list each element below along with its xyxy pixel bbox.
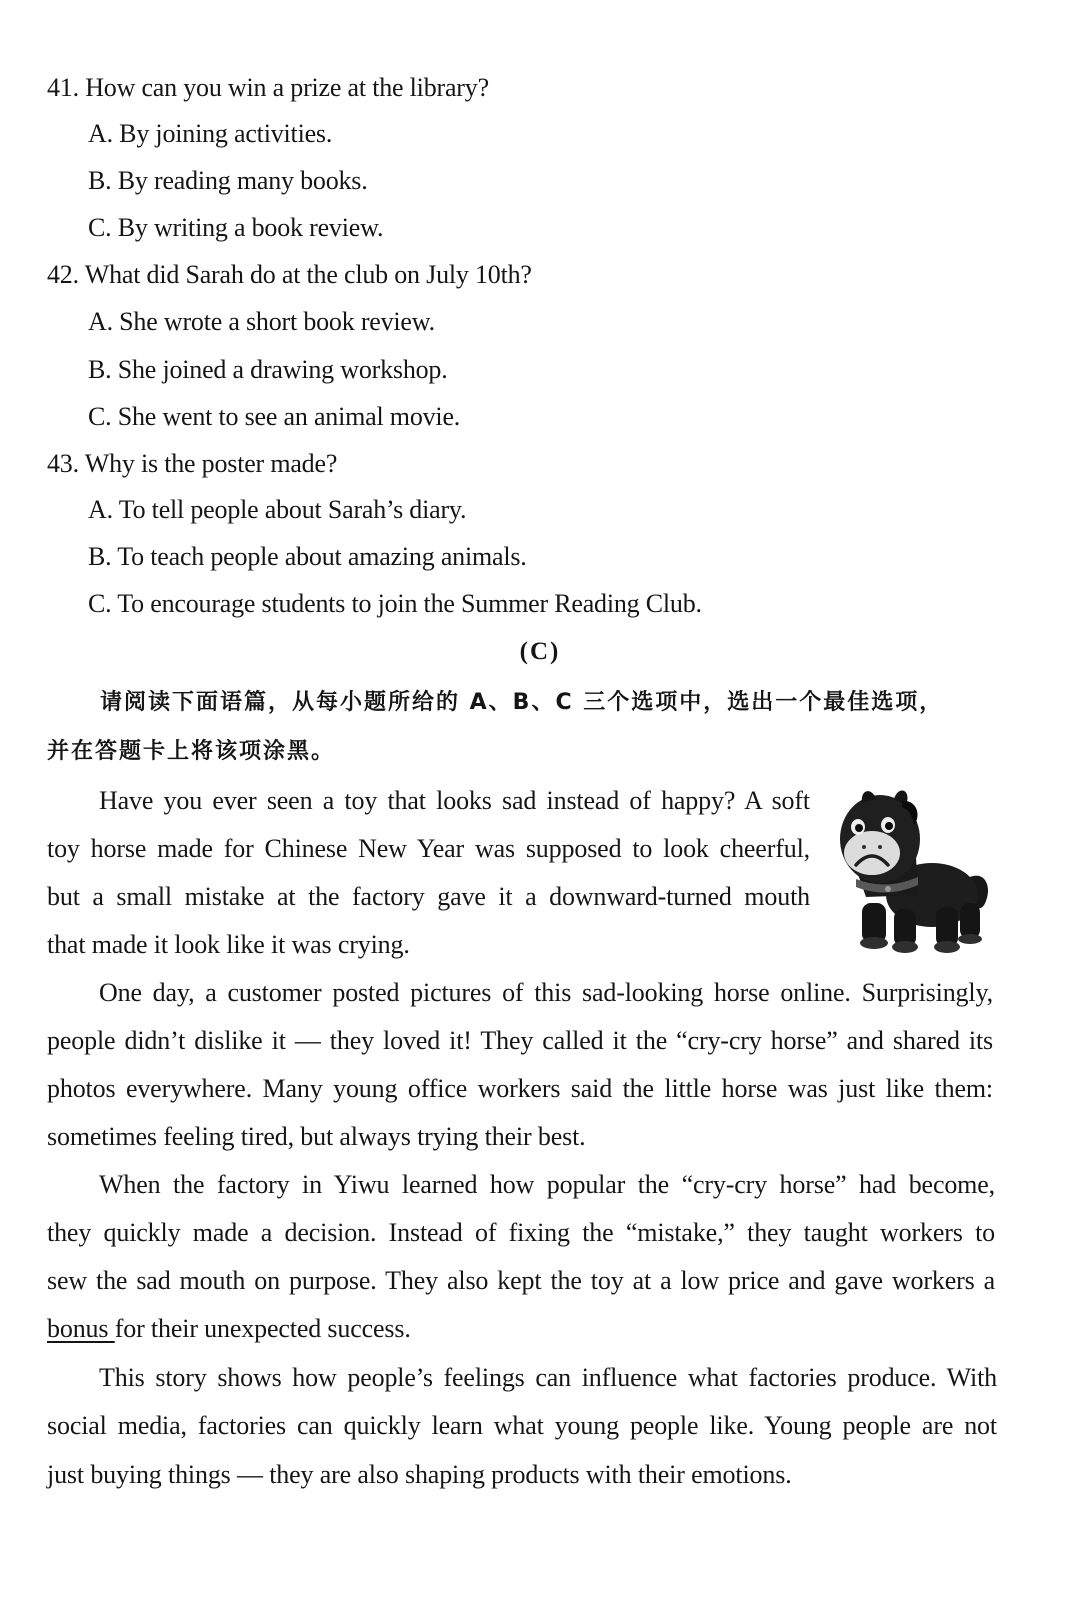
question-42-option-c: C. She went to see an animal movie. xyxy=(88,402,461,431)
question-42-stem: 42. What did Sarah do at the club on July 10th? xyxy=(47,260,532,289)
passage-paragraph-3-line: they quickly made a decision. Instead of fixing the “mistake,” they taught workers to xyxy=(47,1218,995,1247)
question-43-stem: 43. Why is the poster made? xyxy=(47,449,338,478)
passage-paragraph-3-line: When the factory in Yiwu learned how popular the “cry-cry horse” had become, xyxy=(99,1170,995,1199)
section-c-heading: (C) xyxy=(519,638,561,665)
passage-paragraph-2-line: One day, a customer posted pictures of this sad-looking horse online. Surprisingly, xyxy=(99,978,993,1007)
passage-paragraph-1-line: Have you ever seen a toy that looks sad instead of happy? A soft xyxy=(99,786,810,815)
passage-paragraph-1-line: toy horse made for Chinese New Year was supposed to look cheerful, xyxy=(47,834,810,863)
passage-paragraph-3-line-rest: for their unexpected success. xyxy=(114,1314,411,1343)
section-c-instruction-line2: 并在答题卡上将该项涂黑。 xyxy=(47,739,336,764)
passage-paragraph-1-line: that made it look like it was crying. xyxy=(47,930,410,959)
passage-paragraph-4-line: This story shows how people’s feelings can influence what factories produce. With xyxy=(99,1363,997,1392)
question-42-option-a: A. She wrote a short book review. xyxy=(88,307,435,336)
question-43-option-c: C. To encourage students to join the Summer Reading Club. xyxy=(88,589,702,618)
question-41-option-a: A. By joining activities. xyxy=(88,119,333,148)
passage-paragraph-2-line: people didn’t dislike it — they loved it! They called it the “cry-cry horse” and shared its xyxy=(47,1026,993,1055)
passage-paragraph-4-line: social media, factories can quickly learn what young people like. Young people are not xyxy=(47,1411,997,1440)
question-41-option-b: B. By reading many books. xyxy=(88,166,368,195)
passage-paragraph-2-line: sometimes feeling tired, but always trying their best. xyxy=(47,1122,586,1151)
question-43-option-b: B. To teach people about amazing animals. xyxy=(88,542,527,571)
question-42-option-b: B. She joined a drawing workshop. xyxy=(88,355,448,384)
passage-paragraph-3-line: sew the sad mouth on purpose. They also kept the toy at a low price and gave workers a xyxy=(47,1266,995,1295)
underlined-word-bonus: bonus xyxy=(47,1314,115,1343)
question-43-option-a: A. To tell people about Sarah’s diary. xyxy=(88,495,467,524)
question-41-option-c: C. By writing a book review. xyxy=(88,213,384,242)
passage-paragraph-3-last-line xyxy=(47,1313,411,1345)
passage-paragraph-4-line: just buying things — they are also shaping products with their emotions. xyxy=(47,1460,792,1489)
passage-paragraph-1-line: but a small mistake at the factory gave it a downward-turned mouth xyxy=(47,882,810,911)
crying-horse-toy-image xyxy=(832,785,992,960)
passage-paragraph-2-line: photos everywhere. Many young office workers said the little horse was just like them: xyxy=(47,1074,993,1103)
section-c-instruction-line1: 请阅读下面语篇，从每小题所给的 A、B、C 三个选项中，选出一个最佳选项， xyxy=(100,690,944,715)
question-41-stem: 41. How can you win a prize at the library? xyxy=(47,73,489,102)
